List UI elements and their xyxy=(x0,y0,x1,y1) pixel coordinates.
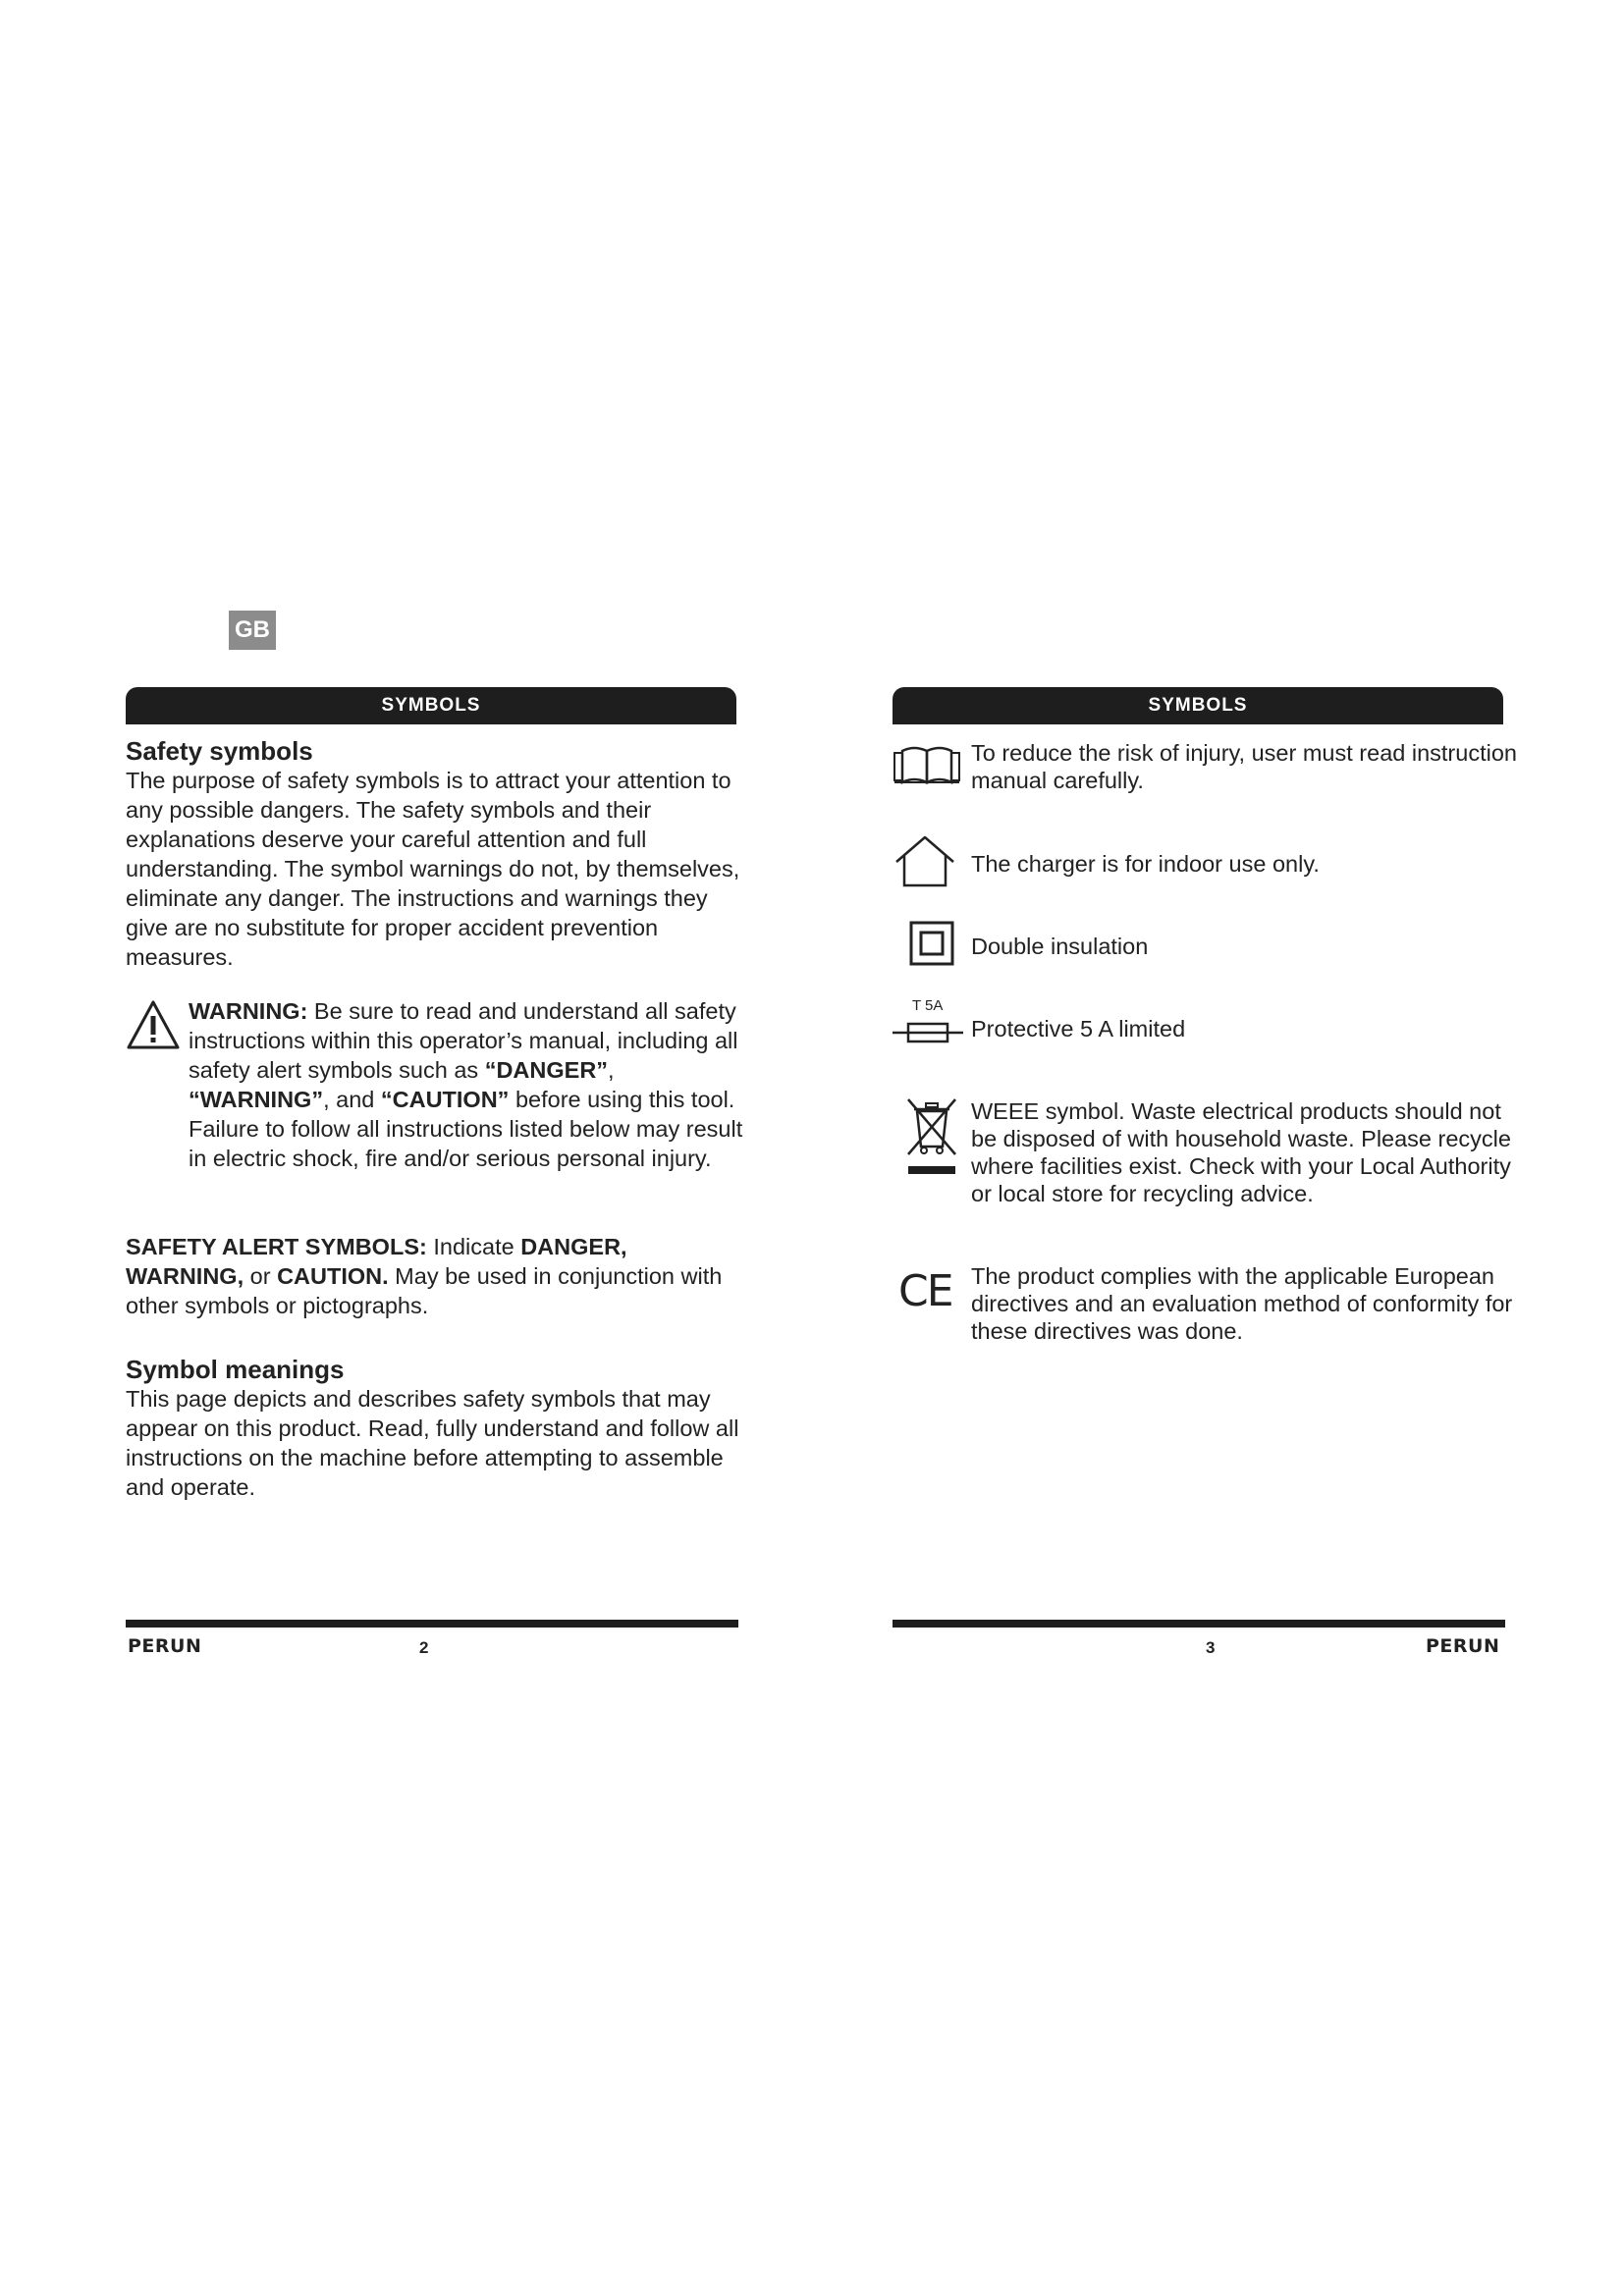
alert-or: or xyxy=(244,1263,278,1289)
alert-warning: WARNING, xyxy=(126,1263,244,1289)
warning-triangle-icon xyxy=(126,999,181,1050)
warning-term: “WARNING” xyxy=(189,1087,324,1112)
symbol-meanings-section xyxy=(126,1355,744,1502)
symbol-text-fuse: Protective 5 A limited xyxy=(971,1016,1186,1041)
right-section-header: SYMBOLS xyxy=(893,687,1503,724)
alert-indicate: Indicate xyxy=(426,1234,521,1259)
right-footer-rule xyxy=(893,1620,1505,1628)
symbol-text-weee: WEEE symbol. Waste electrical products should not be disposed of with household waste. Please recycle where facilities exist. Check with your Local Authority or local store for recycling advice. xyxy=(971,1098,1511,1206)
alert-caution: CAUTION. xyxy=(277,1263,389,1289)
safety-symbols-section xyxy=(126,736,744,972)
left-brand-logo: PERUN xyxy=(128,1635,202,1657)
right-page-number: 3 xyxy=(1206,1638,1216,1657)
warning-comma: , xyxy=(608,1057,615,1083)
house-icon xyxy=(893,834,957,889)
danger-term: “DANGER” xyxy=(484,1057,609,1083)
left-footer-rule xyxy=(126,1620,738,1628)
fuse-icon xyxy=(893,1021,963,1044)
symbol-text-double-insulation: Double insulation xyxy=(971,934,1149,959)
alert-danger: DANGER, xyxy=(520,1234,627,1259)
left-section-header: SYMBOLS xyxy=(126,687,736,724)
language-tab: GB xyxy=(229,611,276,650)
symbol-text-manual: To reduce the risk of injury, user must read instruction manual carefully. xyxy=(971,740,1517,793)
safety-symbols-paragraph: The purpose of safety symbols is to attract your attention to any possible dangers. The safety symbols and their explanations deserve your careful attention and full understanding. The symbol warnings do not, by themselves, eliminate any danger. The instructions and warnings they give are no substitute for proper accident prevention measures. xyxy=(126,768,740,970)
fuse-label: T 5A xyxy=(912,997,944,1014)
safety-symbols-heading: Safety symbols xyxy=(126,736,313,766)
symbol-meanings-heading: Symbol meanings xyxy=(126,1355,345,1384)
symbol-text-indoor: The charger is for indoor use only. xyxy=(971,851,1320,877)
safety-alert-paragraph xyxy=(126,1232,744,1320)
warning-text-part-2: before using this tool. Failure to follow all instructions listed below may result in electric shock, fire and/or serious personal injury. xyxy=(189,1087,743,1171)
double-insulation-icon xyxy=(909,921,954,966)
left-page-number: 2 xyxy=(419,1638,429,1657)
warning-label: WARNING: xyxy=(189,998,308,1024)
manual-book-icon xyxy=(893,743,961,788)
caution-term: “CAUTION” xyxy=(380,1087,510,1112)
symbol-meanings-paragraph: This page depicts and describes safety symbols that may appear on this product. Read, fully understand and follow all instructions on the machine before attempting to assemble and operate. xyxy=(126,1386,739,1500)
warning-paragraph xyxy=(189,996,743,1173)
symbol-text-ce: The product complies with the applicable European directives and an evaluation method of conformity for these directives was done. xyxy=(971,1263,1513,1344)
weee-bin-icon xyxy=(904,1097,959,1182)
alert-rest: May be used in conjunction with other symbols or pictographs. xyxy=(126,1263,723,1318)
alert-label: SAFETY ALERT SYMBOLS: xyxy=(126,1234,427,1259)
warning-and: , and xyxy=(323,1087,381,1112)
right-brand-logo: PERUN xyxy=(1426,1635,1500,1657)
ce-mark-icon: CE xyxy=(898,1266,952,1316)
warning-text-part: Be sure to read and understand all safety instructions within this operator’s manual, including all safety alert symbols such as xyxy=(189,998,738,1083)
